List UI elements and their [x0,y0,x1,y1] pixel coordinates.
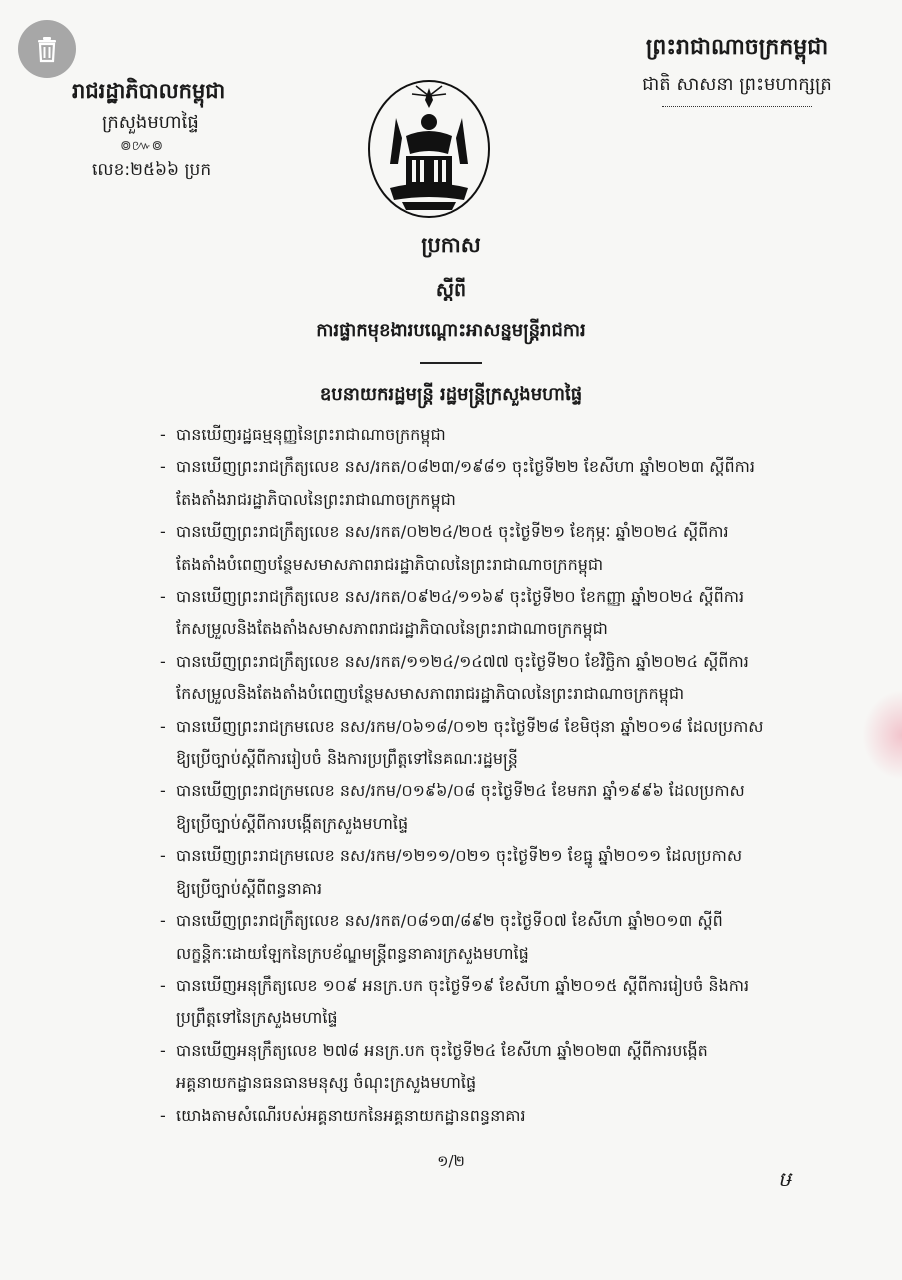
preamble-text: កែសម្រួលនិងតែងតាំងសមាសភាពរាជរដ្ឋាភិបាលនៃព្រះរាជាណាចក្រកម្ពុជា [176,619,608,639]
preamble-text: បានឃើញព្រះរាជក្រមលេខ នស/រកម/០១៩៦/០៨ ចុះថ្ងៃទី២៤ ខែមករា ឆ្នាំ១៩៩៦ ដែលប្រកាស [176,781,745,801]
preamble-item [160,1100,860,1132]
page-number: ១/២ [437,1152,465,1170]
bullet-dash: - [160,716,166,736]
preamble-text: ឱ្យប្រើច្បាប់ស្តីពីការរៀបចំ និងការប្រព្រឹត្តទៅនៃគណៈរដ្ឋមន្ត្រី [176,749,518,769]
bullet-dash: - [160,522,166,542]
preamble-text: តែងតាំងបំពេញបន្ថែមសមាសភាពរាជរដ្ឋាភិបាលនៃព្រះរាជាណាចក្រកម្ពុជា [176,554,604,574]
preamble-item [160,840,860,905]
preamble-line [160,808,860,840]
preamble-line [160,678,860,710]
about-label: ស្តីពី [435,279,467,301]
preamble-item [160,711,860,776]
preamble-text: បានឃើញអនុក្រឹត្យលេខ ១០៩ អនក្រ.បក ចុះថ្ងៃទី១៩ ខែសីហា ឆ្នាំ២០១៥ ស្តីពីការរៀបចំ និងការ [176,975,750,995]
preamble-text: លក្ខន្តិកៈដោយឡែកនៃក្របខ័ណ្ឌមន្ត្រីពន្ធនាគារក្រសួងមហាផ្ទៃ [176,943,529,963]
preamble-text: បានឃើញព្រះរាជក្រឹត្យលេខ នស/រកត/១១២៤/១៤៧៧ ចុះថ្ងៃទី២០ ខែវិច្ឆិកា ឆ្នាំ២០២៤ ស្តីពីការ [176,651,749,671]
paper-stain [862,690,902,780]
header-divider [662,106,812,108]
preamble-line [160,646,860,678]
bullet-dash: - [160,457,166,477]
preamble-line [160,905,860,937]
bullet-dash: - [160,425,166,444]
preamble-line [160,1035,860,1067]
preamble-line [160,516,860,548]
preamble-text: បានឃើញអនុក្រឹត្យលេខ ២៧៨ អនក្រ.បក ចុះថ្ងៃទី២៤ ខែសីហា ឆ្នាំ២០២៣ ស្តីពីការបង្កើត [176,1040,708,1060]
preamble-line [160,549,860,581]
preamble-text: អគ្គនាយកដ្ឋានធនធានមនុស្ស ចំណុះក្រសួងមហាផ្ទៃ [176,1073,477,1093]
government-name: រាជរដ្ឋាភិបាលកម្ពុជា [72,79,226,103]
preamble-item [160,581,860,646]
bullet-dash: - [160,1105,166,1125]
preamble-text: យោងតាមសំណើរបស់អគ្គនាយកនៃអគ្គនាយកដ្ឋានពន្ធនាគារ [176,1105,526,1125]
bullet-dash: - [160,846,166,866]
preamble-line [160,1002,860,1034]
bullet-dash: - [160,975,166,995]
preamble-text: ឱ្យប្រើច្បាប់ស្តីពីពន្ធនាគារ [176,878,323,898]
reference-number: លេខ:២៥៦៦ ប្រក [92,160,212,180]
bullet-dash: - [160,1040,166,1060]
preamble-line [160,484,860,516]
preamble-text: បានឃើញព្រះរាជក្រឹត្យលេខ នស/រកត/០៨២៣/១៩៨១ ចុះថ្ងៃទី២២ ខែសីហា ឆ្នាំ២០២៣ ស្តីពីការ [176,457,755,477]
preamble-list [160,419,860,1132]
bullet-dash: - [160,587,166,607]
preamble-item [160,970,860,1035]
preamble-line [160,711,860,743]
preamble-line [160,743,860,775]
preamble-text: បានឃើញព្រះរាជក្រមលេខ នស/រកម/០៦១៨/០១២ ចុះថ្ងៃទី២៨ ខែមិថុនា ឆ្នាំ២០១៨ ដែលប្រកាស [176,716,764,736]
preamble-line [160,1067,860,1099]
preamble-item [160,905,860,970]
ministry-header [72,74,272,186]
preamble-item [160,516,860,581]
preamble-text: កែសម្រួលនិងតែងតាំងបំពេញបន្ថែមសមាសភាពរាជរដ្ឋាភិបាលនៃព្រះរាជាណាចក្រកម្ពុជា [176,684,685,704]
preamble-text: បានឃើញព្រះរាជក្រឹត្យលេខ នស/រកត/០៩២៤/១១៦៩ ចុះថ្ងៃទី២០ ខែកញ្ញា ឆ្នាំ២០២៤ ស្តីពីការ [176,587,745,607]
kingdom-header [612,28,862,108]
preamble-text: ឱ្យប្រើច្បាប់ស្តីពីការបង្កើតក្រសួងមហាផ្ទៃ [176,813,409,833]
preamble-text: បានឃើញរដ្ឋធម្មនុញ្ញនៃព្រះរាជាណាចក្រកម្ពុជា [176,425,446,444]
preamble-text: បានឃើញព្រះរាជក្រមលេខ នស/រកម/១២១១/០២១ ចុះថ្ងៃទី២១ ខែធ្នូ ឆ្នាំ២០១១ ដែលប្រកាស [176,846,743,866]
title-divider [420,362,482,364]
issuing-authority: ឧបនាយករដ្ឋមន្ត្រី រដ្ឋមន្ត្រីក្រសួងមហាផ្ទៃ [319,384,583,405]
preamble-line [160,938,860,970]
preamble-item [160,451,860,516]
preamble-line [160,840,860,872]
preamble-line [160,419,860,451]
preamble-item [160,419,860,451]
ornament: ៙៚៙ [120,138,164,154]
bullet-dash: - [160,781,166,801]
preamble-text: បានឃើញព្រះរាជក្រឹត្យលេខ នស/រកត/០២២៤/២០៥ ចុះថ្ងៃទី២១ ខែកុម្ភៈ ឆ្នាំ២០២៤ ស្តីពីការ [176,522,729,542]
preamble-line [160,970,860,1002]
preamble-line [160,873,860,905]
handwritten-initials: ឞ [778,1167,791,1191]
bullet-dash: - [160,651,166,671]
preamble-line [160,451,860,483]
document-type: ប្រកាស [421,233,481,257]
preamble-item [160,1035,860,1100]
preamble-text: តែងតាំងរាជរដ្ឋាភិបាលនៃព្រះរាជាណាចក្រកម្ពុជា [176,489,456,509]
document-subject: ការផ្ទាកមុខងារបណ្តោះអាសន្នមន្ត្រីរាជការ [316,320,586,341]
preamble-text: បានឃើញព្រះរាជក្រឹត្យលេខ នស/រកត/០៨១៣/៨៩២ ចុះថ្ងៃទី០៧ ខែសីហា ឆ្នាំ២០១៣ ស្តីពី [176,911,723,931]
preamble-line [160,775,860,807]
preamble-line [160,581,860,613]
preamble-text: ប្រព្រឹត្តទៅនៃក្រសួងមហាផ្ទៃ [176,1008,338,1028]
national-motto: ជាតិ សាសនា ព្រះមហាក្សត្រ [642,74,832,95]
ministry-name: ក្រសួងមហាផ្ទៃ [102,112,199,133]
preamble-line [160,1100,860,1132]
trash-icon [32,34,62,64]
bullet-dash: - [160,911,166,931]
preamble-line [160,613,860,645]
kingdom-name: ព្រះរាជាណាចក្រកម្ពុជា [645,35,829,60]
royal-emblem [366,78,492,220]
delete-button[interactable] [18,20,76,78]
preamble-item [160,775,860,840]
preamble-item [160,646,860,711]
